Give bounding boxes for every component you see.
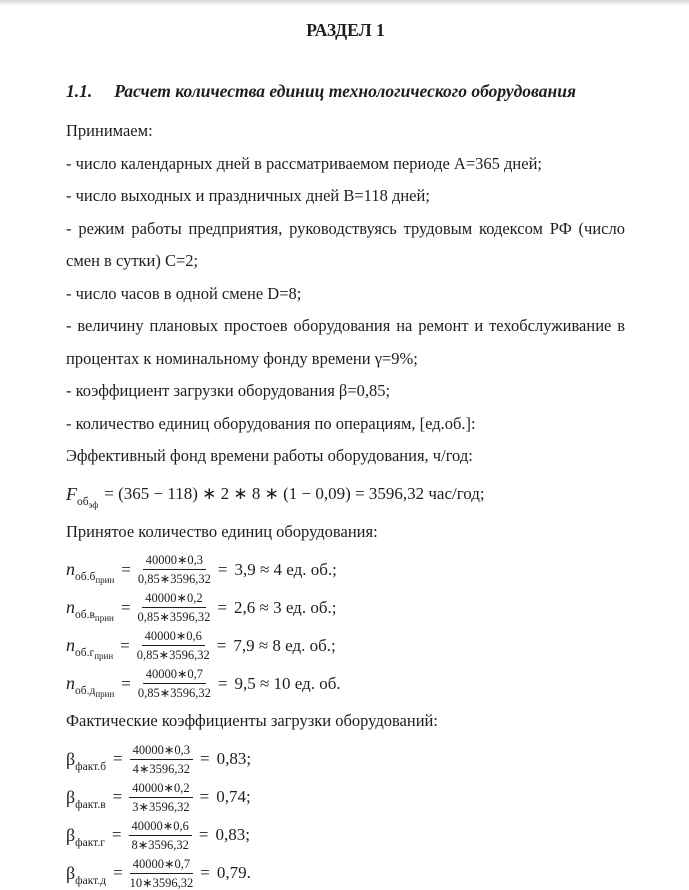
- fraction-numerator: 40000∗0,6: [129, 819, 192, 836]
- equals-sign: =: [198, 825, 209, 844]
- equals-sign: =: [216, 635, 227, 655]
- var-n: n: [66, 559, 75, 579]
- formula-n-accepted-d: [66, 667, 625, 700]
- var-subscript: [75, 799, 105, 811]
- fraction-numerator: 40000∗0,2: [142, 591, 205, 608]
- formula-lhs: [66, 673, 115, 699]
- subsection-title: Расчет количества единиц технологического оборудования: [114, 81, 576, 101]
- equals-sign: =: [199, 787, 210, 806]
- assumption-item-days-off: - число выходных и праздничных дней В=118 дней;: [66, 186, 430, 205]
- assumption-item-shifts: - режим работы предприятия, руководствуясь трудовым кодексом РФ (число смен в сутки) С=2;: [66, 218, 625, 270]
- formula-effective-fund: [66, 478, 625, 511]
- subscript-text: факт.б: [75, 760, 107, 773]
- var-beta: β: [66, 748, 76, 769]
- var-subscript: [75, 571, 114, 583]
- fraction-denominator: 8∗3596,32: [131, 837, 189, 852]
- fraction: [130, 743, 193, 776]
- equals-sign: =: [121, 559, 131, 579]
- label-effective-fund: Эффективный фонд времени работы оборудования, ч/год:: [66, 446, 473, 465]
- equals-sign: =: [217, 559, 228, 579]
- fraction-numerator: 40000∗0,3: [130, 743, 193, 760]
- equals-sign: =: [121, 673, 131, 693]
- subsubscript-text: прин: [94, 651, 114, 661]
- formula-result: 9,5 ≈ 10 ед. об.: [234, 673, 341, 693]
- var-F: F: [66, 483, 77, 504]
- formula-result: 3,9 ≈ 4 ед. об.;: [234, 559, 337, 579]
- formula-result: 0,79.: [216, 863, 251, 882]
- formula-beta-actual-v: [66, 781, 625, 814]
- fraction-numerator: 40000∗0,7: [130, 857, 193, 874]
- var-subscript: [75, 647, 113, 659]
- formula-lhs: [66, 559, 115, 585]
- subscript-text: об.д: [75, 685, 96, 697]
- fraction-numerator: 40000∗0,3: [143, 553, 206, 570]
- equals-sign: =: [113, 749, 123, 768]
- equals-sign: =: [120, 597, 131, 617]
- var-subscript: [75, 609, 114, 621]
- formula-result: 0,74;: [216, 787, 251, 806]
- formula-lhs: [66, 748, 107, 773]
- fraction: [129, 781, 192, 814]
- formula-n-accepted-g: [66, 629, 625, 662]
- formula-result: 0,83;: [215, 825, 250, 844]
- formula-n-accepted-v: [66, 591, 625, 624]
- paragraph-intro: Принимаем:: [66, 121, 153, 140]
- subsection-number: 1.1.: [66, 81, 93, 101]
- fraction: [137, 629, 210, 662]
- section-title: РАЗДЕЛ 1: [306, 20, 385, 40]
- fraction-denominator: 0,85∗3596,32: [137, 572, 211, 586]
- formula-result: 2,6 ≈ 3 ед. об.;: [234, 597, 337, 617]
- var-beta: β: [66, 824, 76, 845]
- fraction-denominator: 4∗3596,32: [132, 761, 191, 776]
- var-n: n: [66, 673, 75, 693]
- var-subscript: [77, 496, 98, 508]
- fraction-denominator: 0,85∗3596,32: [136, 648, 210, 662]
- subsubscript-text: прин: [95, 689, 115, 699]
- formula-beta-actual-g: [66, 819, 625, 852]
- subsubscript-text: прин: [95, 575, 115, 585]
- fraction-numerator: 40000∗0,6: [142, 629, 205, 646]
- fraction: [138, 553, 211, 586]
- label-actual-load-factors: Фактические коэффициенты загрузки оборудований:: [66, 711, 438, 730]
- equals-sign: =: [200, 749, 210, 768]
- formula-n-accepted-b: [66, 553, 625, 586]
- subscript-text: факт.д: [75, 874, 107, 887]
- assumption-item-planned-downtime: - величину плановых простоев оборудования на ремонт и техобслуживание в процентах к номинальному фонду времени γ=9%;: [66, 316, 625, 368]
- formula-lhs: [66, 597, 114, 623]
- fraction-denominator: 0,85∗3596,32: [137, 686, 211, 700]
- formula-beta-actual-d: [66, 857, 625, 890]
- equals-sign: =: [111, 825, 122, 844]
- subsubscript-text: эф: [88, 499, 99, 510]
- var-n: n: [66, 597, 75, 617]
- subscript-text: об.в: [75, 609, 95, 621]
- formula-result: 7,9 ≈ 8 ед. об.;: [233, 635, 336, 655]
- subsection-heading: [66, 80, 625, 102]
- formula-lhs: [66, 635, 114, 661]
- formula-beta-actual-b: [66, 743, 625, 776]
- assumption-item-hours-per-shift: - число часов в одной смене D=8;: [66, 283, 302, 303]
- equals-sign: =: [113, 863, 123, 882]
- fraction-numerator: 40000∗0,7: [143, 667, 206, 684]
- equals-sign: =: [217, 673, 228, 693]
- equals-sign: =: [120, 635, 130, 655]
- formula-result: 0,83;: [216, 749, 252, 768]
- formula-lhs: [66, 786, 106, 811]
- fraction: [129, 819, 192, 852]
- formula-lhs: [66, 862, 107, 887]
- assumption-item-load-factor: - коэффициент загрузки оборудования β=0,85;: [66, 381, 391, 400]
- assumption-item-units-per-operation: - количество единиц оборудования по операциям, [ед.об.]:: [66, 413, 476, 433]
- fraction: [138, 667, 211, 700]
- subscript-text: факт.г: [75, 836, 105, 849]
- equals-sign: =: [217, 597, 228, 617]
- subscript-text: об: [77, 495, 89, 508]
- fraction-denominator: 0,85∗3596,32: [137, 610, 211, 624]
- var-beta: β: [66, 786, 76, 807]
- formula-lhs: [66, 483, 99, 510]
- label-accepted-count: Принятое количество единиц оборудования:: [66, 521, 378, 541]
- equals-sign: =: [200, 863, 210, 882]
- subsubscript-text: прин: [94, 613, 114, 623]
- assumption-item-calendar-days: - число календарных дней в рассматриваемом периоде А=365 дней;: [66, 153, 542, 173]
- subscript-text: об.г: [75, 647, 95, 659]
- var-subscript: [75, 837, 105, 849]
- var-subscript: [75, 761, 106, 773]
- equals-sign: =: [112, 787, 123, 806]
- subscript-text: факт.в: [75, 798, 106, 811]
- fraction-numerator: 40000∗0,2: [129, 781, 192, 798]
- fraction: [137, 591, 210, 624]
- formula-lhs: [66, 824, 105, 849]
- var-subscript: [75, 685, 114, 697]
- var-n: n: [66, 635, 75, 655]
- formula-rhs: = (365 − 118) ∗ 2 ∗ 8 ∗ (1 − 0,09) = 3596,32 час/год;: [104, 484, 485, 503]
- var-subscript: [75, 875, 106, 887]
- fraction: [130, 857, 194, 890]
- var-beta: β: [66, 862, 76, 883]
- subscript-text: об.б: [75, 571, 96, 583]
- fraction-denominator: 3∗3596,32: [132, 799, 190, 814]
- fraction-denominator: 10∗3596,32: [129, 875, 194, 890]
